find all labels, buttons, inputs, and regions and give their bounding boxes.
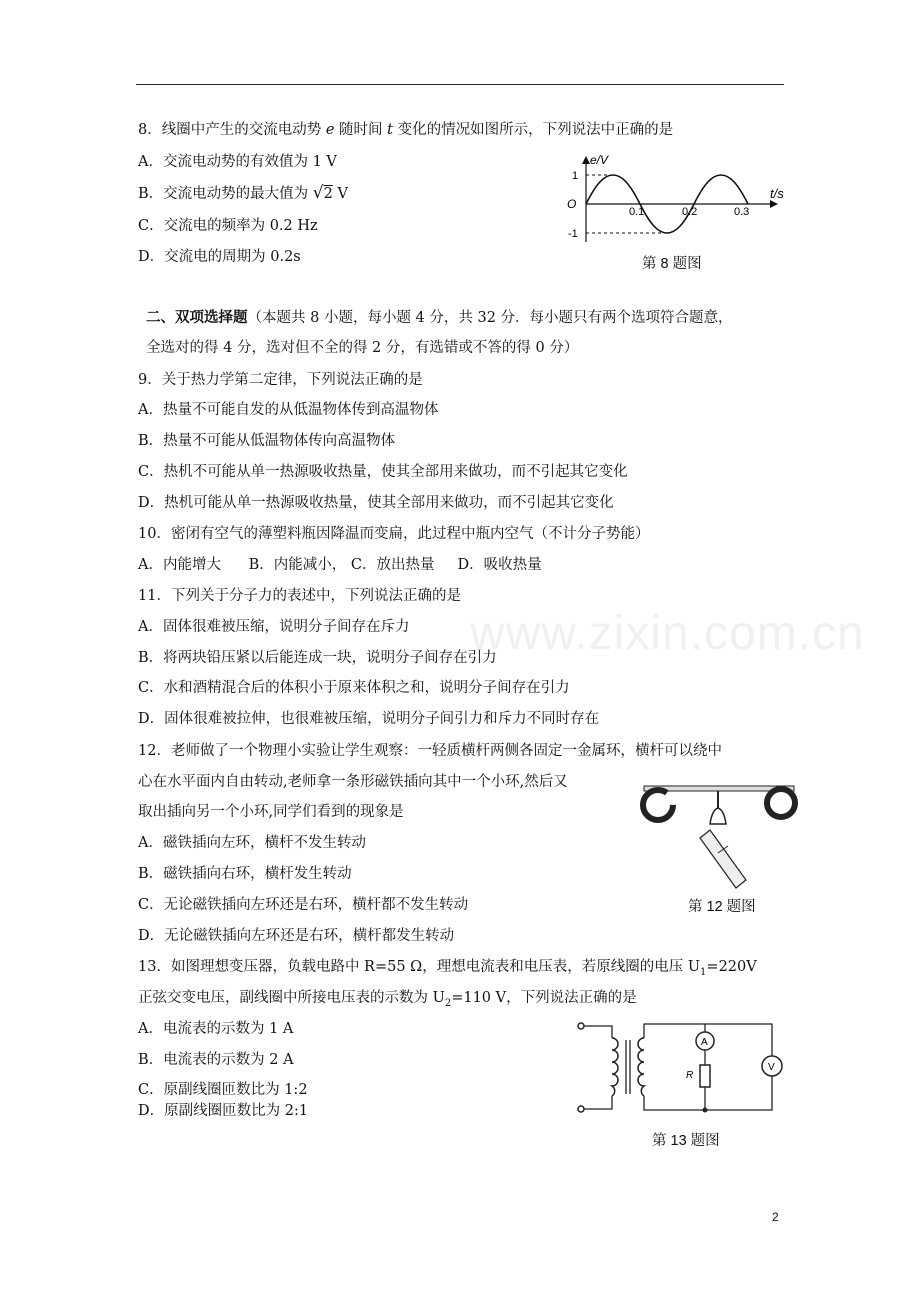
q12-option-d: D．无论磁铁插向左环还是右环，横杆都发生转动: [138, 928, 455, 944]
q8-figure-caption: 第 8 题图: [642, 256, 702, 272]
q13-stem-line1: 13．如图理想变压器，负载电路中 R=55 Ω，理想电流表和电压表，若原线圈的电压 $U_1=220V$: [138, 959, 757, 978]
q11-stem: 11．下列关于分子力的表述中，下列说法正确的是: [138, 588, 461, 604]
q11-option-a: A．固体很难被压缩，说明分子间存在斥力: [138, 619, 410, 635]
origin-label: O: [567, 197, 577, 211]
y-tick-neg1: -1: [568, 228, 578, 240]
q11-option-d: D．固体很难被拉伸，也很难被压缩，说明分子间引力和斥力不同时存在: [138, 711, 600, 727]
q13-option-a: A．电流表的示数为 1 A: [138, 1021, 294, 1037]
q13-option-c: C．原副线圈匝数比为 1:2: [138, 1082, 308, 1098]
secondary-coil: [638, 1038, 644, 1096]
q10-options: A．内能增大 B．内能减小， C．放出热量 D．吸收热量: [138, 557, 542, 573]
y-tick-1: 1: [572, 170, 579, 182]
q12-option-b: B．磁铁插向右环，横杆发生转动: [138, 866, 352, 882]
q9-option-c: C．热机不可能从单一热源吸收热量，使其全部用来做功，而不引起其它变化: [138, 464, 628, 480]
q13-option-b: B．电流表的示数为 2 A: [138, 1052, 294, 1068]
q10-stem: 10．密闭有空气的薄塑料瓶因降温而变扁，此过程中瓶内空气（不计分子势能）: [138, 526, 650, 542]
q8-option-c: C．交流电的频率为 0.2 Hz: [138, 218, 318, 234]
q13-transformer-figure: [572, 1014, 790, 1118]
y-axis-arrow: [582, 156, 590, 164]
resistor-label: R: [686, 1070, 694, 1081]
q8-stem: 8．线圈中产生的交流电动势 e 随时间 t 变化的情况如图所示，下列说法中正确的是: [138, 122, 674, 138]
primary-lead-top: [584, 1026, 612, 1038]
q9-stem: 9．关于热力学第二定律，下列说法正确的是: [138, 372, 423, 388]
input-terminal-bottom: [578, 1106, 584, 1112]
q12-option-a: A．磁铁插向左环，横杆不发生转动: [138, 835, 366, 851]
x-tick-0.2: 0.2: [682, 206, 698, 218]
right-ring-closed: [767, 789, 795, 817]
q11-option-c: C．水和酒精混合后的体积小于原来体积之和，说明分子间存在引力: [138, 680, 570, 696]
q12-stem-line2: 心在水平面内自由转动,老师拿一条形磁铁插向其中一个小环,然后又: [138, 774, 568, 790]
section2-desc: 全选对的得 4 分，选对但不全的得 2 分，有选错或不答的得 0 分）: [146, 340, 579, 356]
q12-rings-figure: [636, 778, 806, 890]
q8-option-d: D．交流电的周期为 0.2s: [138, 249, 301, 265]
q13-figure-caption: 第 13 题图: [652, 1133, 720, 1149]
input-terminal-top: [578, 1023, 584, 1029]
primary-lead-bottom: [584, 1096, 612, 1109]
q8-sine-figure: [560, 150, 790, 250]
section2-heading: 二、双项选择题（本题共 8 小题，每小题 4 分，共 32 分．每小题只有两个选项符合题意，: [146, 309, 733, 326]
q13-stem-line2: 正弦交变电压，副线圈中所接电压表的示数为 $U_2=110$ V，下列说法正确的是: [138, 990, 637, 1009]
q9-option-a: A．热量不可能自发的从低温物体传到高温物体: [138, 402, 439, 418]
left-ring-slotted: [643, 790, 673, 820]
primary-coil: [612, 1038, 618, 1096]
q11-option-b: B．将两块铅压紧以后能连成一块，说明分子间存在引力: [138, 650, 497, 666]
q12-stem-line1: 12．老师做了一个物理小实验让学生观察：一轻质横杆两侧各固定一金属环，横杆可以绕中: [138, 743, 722, 759]
q8-option-a: A．交流电动势的有效值为 1 V: [138, 154, 337, 170]
x-axis-arrow: [770, 200, 778, 208]
x-axis-label: t/s: [770, 186, 784, 201]
y-axis-label: e/V: [590, 153, 609, 167]
header-rule: [136, 84, 784, 85]
q12-option-c: C．无论磁铁插向左环还是右环，横杆都不发生转动: [138, 897, 469, 913]
x-tick-0.1: 0.1: [629, 206, 645, 218]
pivot-stand: [710, 808, 726, 824]
resistor: [700, 1065, 710, 1087]
q9-option-b: B．热量不可能从低温物体传向高温物体: [138, 433, 396, 449]
voltmeter-label: V: [768, 1062, 775, 1073]
junction-dot: [703, 1108, 708, 1113]
page-number: 2: [772, 1210, 779, 1224]
q12-stem-line3: 取出插向另一个小环,同学们看到的现象是: [138, 804, 404, 820]
x-tick-0.3: 0.3: [734, 206, 750, 218]
watermark: www.zixin.com.cn: [470, 607, 865, 660]
ammeter-label: A: [701, 1037, 708, 1048]
q8-option-b: B．交流电动势的最大值为 √2 V: [138, 183, 348, 203]
q9-option-d: D．热机可能从单一热源吸收热量，使其全部用来做功，而不引起其它变化: [138, 495, 614, 511]
bar-magnet: [700, 830, 746, 888]
q12-figure-caption: 第 12 题图: [688, 899, 756, 915]
q13-option-d: D．原副线圈匝数比为 2:1: [138, 1103, 309, 1119]
